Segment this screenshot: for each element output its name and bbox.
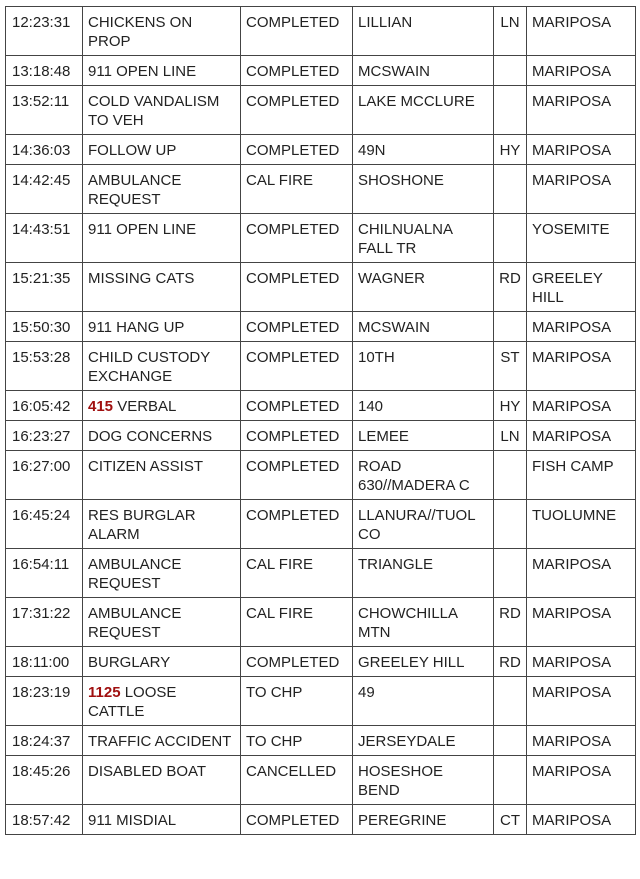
incident-text: DOG CONCERNS xyxy=(88,428,213,445)
table-row xyxy=(6,598,636,647)
table-row xyxy=(6,86,636,135)
time-cell: 17:31:22 xyxy=(6,598,83,647)
incident-cell xyxy=(83,598,241,647)
city-cell: MARIPOSA xyxy=(527,312,636,342)
incident-text: AMBULANCE REQUEST xyxy=(88,605,186,641)
status-cell: COMPLETED xyxy=(241,342,353,391)
street-cell: ROAD 630//MADERA C xyxy=(353,451,494,500)
city-cell: MARIPOSA xyxy=(527,86,636,135)
status-cell: COMPLETED xyxy=(241,7,353,56)
street-suffix-cell: ST xyxy=(494,342,527,391)
street-cell: WAGNER xyxy=(353,263,494,312)
city-cell: MARIPOSA xyxy=(527,421,636,451)
incident-text: VERBAL xyxy=(113,398,177,415)
status-cell: CAL FIRE xyxy=(241,549,353,598)
time-cell: 18:45:26 xyxy=(6,756,83,805)
street-suffix-cell: LN xyxy=(494,7,527,56)
incident-text: 911 HANG UP xyxy=(88,319,185,336)
time-cell: 13:18:48 xyxy=(6,56,83,86)
table-row xyxy=(6,726,636,756)
status-cell: COMPLETED xyxy=(241,86,353,135)
incident-cell xyxy=(83,805,241,835)
status-cell: COMPLETED xyxy=(241,647,353,677)
incident-cell xyxy=(83,263,241,312)
incident-text: AMBULANCE REQUEST xyxy=(88,556,186,592)
table-row xyxy=(6,312,636,342)
time-cell: 18:23:19 xyxy=(6,677,83,726)
street-cell: 140 xyxy=(353,391,494,421)
incident-text: RES BURGLAR ALARM xyxy=(88,507,199,543)
status-cell: COMPLETED xyxy=(241,421,353,451)
street-suffix-cell: RD xyxy=(494,647,527,677)
incident-text: 911 OPEN LINE xyxy=(88,221,197,238)
time-cell: 16:45:24 xyxy=(6,500,83,549)
status-cell: COMPLETED xyxy=(241,500,353,549)
city-cell: FISH CAMP xyxy=(527,451,636,500)
time-cell: 16:54:11 xyxy=(6,549,83,598)
city-cell: MARIPOSA xyxy=(527,677,636,726)
city-cell: MARIPOSA xyxy=(527,391,636,421)
street-suffix-cell xyxy=(494,756,527,805)
table-row xyxy=(6,647,636,677)
street-cell: JERSEYDALE xyxy=(353,726,494,756)
table-row xyxy=(6,214,636,263)
street-cell: 49 xyxy=(353,677,494,726)
time-cell: 14:42:45 xyxy=(6,165,83,214)
city-cell: MARIPOSA xyxy=(527,56,636,86)
table-row xyxy=(6,56,636,86)
street-cell: CHOWCHILLA MTN xyxy=(353,598,494,647)
street-cell: HOSESHOE BEND xyxy=(353,756,494,805)
incident-cell xyxy=(83,677,241,726)
table-row xyxy=(6,805,636,835)
incident-cell xyxy=(83,165,241,214)
time-cell: 14:36:03 xyxy=(6,135,83,165)
status-cell: TO CHP xyxy=(241,726,353,756)
table-row xyxy=(6,549,636,598)
street-cell: CHILNUALNA FALL TR xyxy=(353,214,494,263)
incident-text: 911 MISDIAL xyxy=(88,812,177,829)
time-cell: 18:57:42 xyxy=(6,805,83,835)
street-cell: LEMEE xyxy=(353,421,494,451)
incident-text: DISABLED BOAT xyxy=(88,763,207,780)
time-cell: 16:23:27 xyxy=(6,421,83,451)
city-cell: MARIPOSA xyxy=(527,549,636,598)
incident-cell xyxy=(83,549,241,598)
status-cell: COMPLETED xyxy=(241,451,353,500)
table-row xyxy=(6,756,636,805)
status-cell: COMPLETED xyxy=(241,56,353,86)
time-cell: 15:50:30 xyxy=(6,312,83,342)
street-suffix-cell xyxy=(494,500,527,549)
street-cell: MCSWAIN xyxy=(353,312,494,342)
street-cell: PEREGRINE xyxy=(353,805,494,835)
city-cell: MARIPOSA xyxy=(527,647,636,677)
city-cell: MARIPOSA xyxy=(527,342,636,391)
street-suffix-cell: RD xyxy=(494,598,527,647)
time-cell: 12:23:31 xyxy=(6,7,83,56)
street-cell: LAKE MCCLURE xyxy=(353,86,494,135)
incident-cell xyxy=(83,451,241,500)
time-cell: 16:05:42 xyxy=(6,391,83,421)
street-cell: GREELEY HILL xyxy=(353,647,494,677)
status-cell: COMPLETED xyxy=(241,135,353,165)
table-row xyxy=(6,391,636,421)
dispatch-log-body xyxy=(6,7,636,835)
incident-cell xyxy=(83,342,241,391)
street-cell: 49N xyxy=(353,135,494,165)
incident-cell xyxy=(83,391,241,421)
time-cell: 14:43:51 xyxy=(6,214,83,263)
city-cell: MARIPOSA xyxy=(527,135,636,165)
table-row xyxy=(6,7,636,56)
incident-cell xyxy=(83,756,241,805)
street-suffix-cell xyxy=(494,312,527,342)
incident-text: CHICKENS ON PROP xyxy=(88,14,197,50)
incident-cell xyxy=(83,7,241,56)
incident-text: CHILD CUSTODY EXCHANGE xyxy=(88,349,215,385)
city-cell: MARIPOSA xyxy=(527,756,636,805)
time-cell: 18:24:37 xyxy=(6,726,83,756)
time-cell: 15:53:28 xyxy=(6,342,83,391)
table-row xyxy=(6,135,636,165)
incident-text: LOOSE CATTLE xyxy=(88,684,181,720)
city-cell: MARIPOSA xyxy=(527,598,636,647)
incident-text: BURGLARY xyxy=(88,654,171,671)
street-suffix-cell: CT xyxy=(494,805,527,835)
incident-text: AMBULANCE REQUEST xyxy=(88,172,186,208)
table-row xyxy=(6,451,636,500)
street-suffix-cell: HY xyxy=(494,135,527,165)
status-cell: CAL FIRE xyxy=(241,598,353,647)
city-cell: YOSEMITE xyxy=(527,214,636,263)
time-cell: 18:11:00 xyxy=(6,647,83,677)
city-cell: GREELEY HILL xyxy=(527,263,636,312)
dispatch-log-table xyxy=(5,6,636,835)
city-cell: MARIPOSA xyxy=(527,165,636,214)
street-suffix-cell: RD xyxy=(494,263,527,312)
street-suffix-cell xyxy=(494,549,527,598)
city-cell: TUOLUMNE xyxy=(527,500,636,549)
status-cell: COMPLETED xyxy=(241,263,353,312)
city-cell: MARIPOSA xyxy=(527,805,636,835)
incident-text: 911 OPEN LINE xyxy=(88,63,197,80)
street-cell: TRIANGLE xyxy=(353,549,494,598)
street-suffix-cell xyxy=(494,451,527,500)
table-row xyxy=(6,421,636,451)
incident-cell xyxy=(83,726,241,756)
street-cell: 10TH xyxy=(353,342,494,391)
street-cell: MCSWAIN xyxy=(353,56,494,86)
table-row xyxy=(6,263,636,312)
table-row xyxy=(6,677,636,726)
status-cell: CAL FIRE xyxy=(241,165,353,214)
incident-text: FOLLOW UP xyxy=(88,142,177,159)
incident-cell xyxy=(83,135,241,165)
street-suffix-cell xyxy=(494,165,527,214)
street-suffix-cell xyxy=(494,56,527,86)
status-cell: TO CHP xyxy=(241,677,353,726)
street-suffix-cell xyxy=(494,726,527,756)
incident-code: 415 xyxy=(88,398,114,415)
street-suffix-cell xyxy=(494,214,527,263)
incident-text: MISSING CATS xyxy=(88,270,195,287)
status-cell: COMPLETED xyxy=(241,214,353,263)
street-suffix-cell xyxy=(494,86,527,135)
table-row xyxy=(6,500,636,549)
incident-cell xyxy=(83,647,241,677)
incident-text: CITIZEN ASSIST xyxy=(88,458,204,475)
street-suffix-cell: HY xyxy=(494,391,527,421)
status-cell: COMPLETED xyxy=(241,805,353,835)
incident-cell xyxy=(83,56,241,86)
street-suffix-cell: LN xyxy=(494,421,527,451)
incident-cell xyxy=(83,214,241,263)
city-cell: MARIPOSA xyxy=(527,726,636,756)
incident-cell xyxy=(83,86,241,135)
status-cell: CANCELLED xyxy=(241,756,353,805)
city-cell: MARIPOSA xyxy=(527,7,636,56)
incident-text: COLD VANDALISM TO VEH xyxy=(88,93,224,129)
incident-code: 1125 xyxy=(88,684,121,701)
table-row xyxy=(6,342,636,391)
incident-cell xyxy=(83,500,241,549)
status-cell: COMPLETED xyxy=(241,312,353,342)
time-cell: 16:27:00 xyxy=(6,451,83,500)
incident-cell xyxy=(83,421,241,451)
table-row xyxy=(6,165,636,214)
incident-text: TRAFFIC ACCIDENT xyxy=(88,733,232,750)
street-cell: SHOSHONE xyxy=(353,165,494,214)
street-cell: LLANURA//TUOL CO xyxy=(353,500,494,549)
time-cell: 13:52:11 xyxy=(6,86,83,135)
time-cell: 15:21:35 xyxy=(6,263,83,312)
street-suffix-cell xyxy=(494,677,527,726)
street-cell: LILLIAN xyxy=(353,7,494,56)
incident-cell xyxy=(83,312,241,342)
status-cell: COMPLETED xyxy=(241,391,353,421)
